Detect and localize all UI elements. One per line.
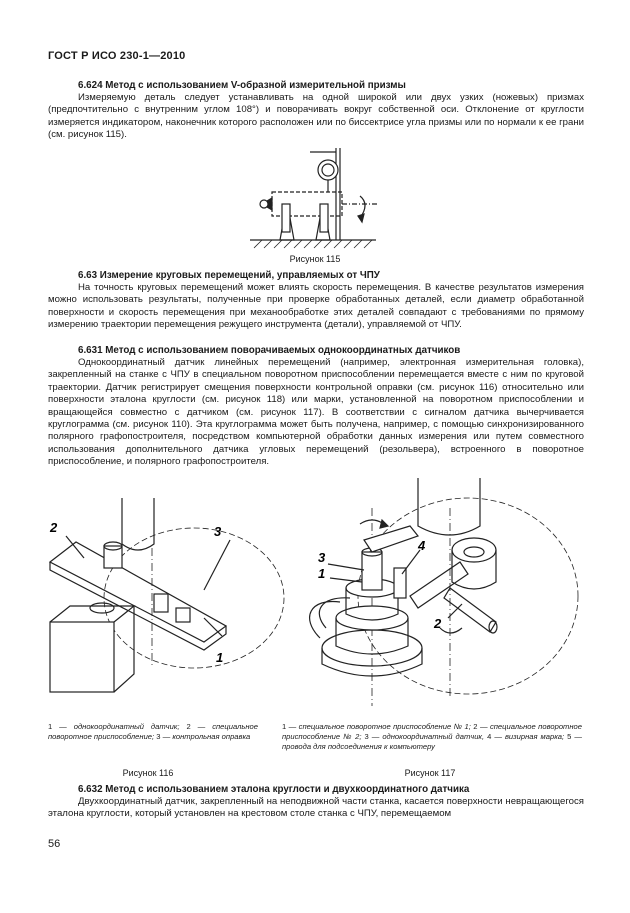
section-6632 bbox=[48, 784, 584, 821]
figure-116-label: 2 bbox=[50, 520, 58, 535]
figure-117-label: 3 bbox=[318, 550, 326, 565]
page-number: 56 bbox=[48, 838, 61, 850]
figure-116-drawing bbox=[44, 498, 282, 710]
legend-number: 1 bbox=[48, 722, 53, 731]
document-header: ГОСТ Р ИСО 230-1—2010 bbox=[48, 50, 186, 62]
figure-117-legend: 1 — специальное поворотное приспособление № 1; 2 — специальное поворотное приспособление № 2; 3 — однокоординатный датчик, 4 — визирная марка; 5 — провода для подсоединения к компьютеру bbox=[282, 722, 582, 751]
legend-text: специальное поворотное приспособление; bbox=[48, 722, 258, 741]
figure-116-label: 1 bbox=[216, 650, 224, 665]
legend-text: визирная марка; bbox=[504, 732, 565, 741]
legend-number: 3 bbox=[156, 732, 161, 741]
section-paragraph: Однокоординатный датчик линейных перемещений (например, электронная измерительная головка), закрепленный на станке с ЧПУ в специальном поворотном приспособлении перемещается вместе с ним по круговой траектории. Датчик регистрирует смещения поверхности контрольной оправки (см. рисунок 116) относительно или поверхности эталона круглости (см. рисунок 118) или марки, установленной на поворотном приспособлении и вращающейся совместно с датчиком (см. рисунок 117). В соответствии с сигналом датчика вычерчивается круглограмма (см. рисунок 110). Эта круглограмма может быть получена, например, с помощью синхронизированного полярного графопостроителя, посредством компьютерной обработки данных измерения или путем совместного использования дополнительного датчика угловых перемещений (резольвера), встроенного в поворотное приспособление, и полярного графопостроителя. bbox=[48, 357, 584, 468]
figure-116-label: 3 bbox=[214, 524, 222, 539]
legend-number: 2 bbox=[186, 722, 191, 731]
section-heading: 6.63 Измерение круговых перемещений, управляемых от ЧПУ bbox=[78, 270, 380, 281]
legend-text: специальное поворотное приспособление № 1; bbox=[298, 722, 471, 731]
figure-117-caption: Рисунок 117 bbox=[404, 768, 456, 778]
figure-117-label: 2 bbox=[434, 616, 442, 631]
legend-number: 2 bbox=[473, 722, 478, 731]
legend-number: 5 bbox=[567, 732, 572, 741]
legend-text: контрольная оправка bbox=[172, 732, 251, 741]
section-paragraph: Двухкоординатный датчик, закрепленный на неподвижной части станка, касается поверхности невращающегося эталона круглости, который установлен на крестовом столе станка с ЧПУ, перемещаемом bbox=[48, 796, 584, 820]
section-paragraph: На точность круговых перемещений может влиять скорость перемещения. В качестве результатов измерения можно использовать результаты, полученные при проверке обработанных деталей, если диаметр обработанной поверхности и скорость перемещения при механообработке этих деталей совпадают с требованиями по прямому измерению траектории перемещения режущего инструмента (детали), управляемой от ЧПУ. bbox=[48, 282, 584, 331]
section-heading: 6.632 Метод с использованием эталона круглости и двухкоординатного датчика bbox=[78, 784, 470, 795]
figure-117-label: 4 bbox=[418, 538, 426, 553]
section-heading: 6.624 Метод с использованием V-образной измерительной призмы bbox=[78, 80, 406, 91]
legend-number: 3 bbox=[364, 732, 369, 741]
legend-number: 1 bbox=[282, 722, 287, 731]
section-6624 bbox=[48, 80, 584, 142]
figure-115-drawing bbox=[250, 148, 380, 253]
figure-115-caption: Рисунок 115 bbox=[289, 254, 341, 264]
section-paragraph: Измеряемую деталь следует устанавливать на одной широкой или двух узких (ножевых) призмах (предпочтительно с внутренним углом 108°) и поворачивать вокруг собственной оси. Отклонение от круглости измеряется индикатором, наконечник которого расположен или по биссектрисе угла призмы или по нормали к ее грани (см. рисунок 115). bbox=[48, 92, 584, 141]
section-663 bbox=[48, 270, 584, 332]
section-heading: 6.631 Метод с использованием поворачиваемых однокоординатных датчиков bbox=[78, 345, 461, 356]
legend-number: 4 bbox=[487, 732, 492, 741]
legend-text: провода для подсоединения к компьютеру bbox=[282, 742, 435, 751]
legend-text: специальное поворотное приспособление № 2; bbox=[282, 722, 582, 741]
legend-text: однокоординатный датчик; bbox=[73, 722, 180, 731]
section-6631 bbox=[48, 345, 584, 469]
figure-117-drawing bbox=[300, 478, 590, 710]
legend-text: однокоординатный датчик, bbox=[382, 732, 485, 741]
figure-116-caption: Рисунок 116 bbox=[122, 768, 174, 778]
figure-116-legend: 1 — однокоординатный датчик; 2 — специальное поворотное приспособление; 3 — контрольная оправка bbox=[48, 722, 258, 741]
figure-117-label: 1 bbox=[318, 566, 326, 581]
